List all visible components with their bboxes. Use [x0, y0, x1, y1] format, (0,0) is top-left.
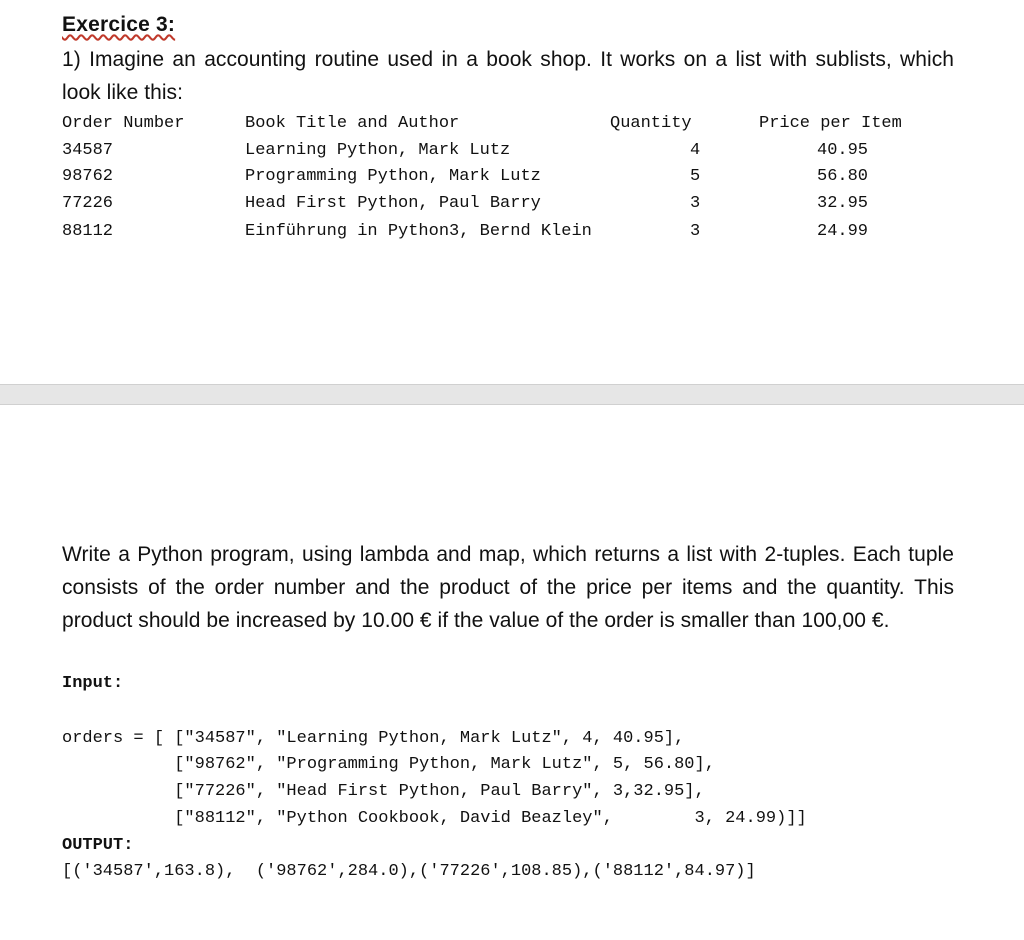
row4-price: 24.99: [817, 222, 869, 241]
output-label: OUTPUT:: [62, 836, 134, 855]
code-line-3: ["77226", "Head First Python, Paul Barry", 3,32.95],: [62, 782, 705, 801]
document-page-top: [0, 0, 1024, 384]
row2-title: Programming Python, Mark Lutz: [245, 167, 541, 186]
row3-order: 77226: [62, 194, 114, 213]
page-separator: [0, 384, 1024, 405]
exercise-heading: Exercice 3:: [62, 13, 176, 36]
row3-price: 32.95: [817, 194, 869, 213]
row1-title: Learning Python, Mark Lutz: [245, 141, 511, 160]
row3-quantity: 3: [690, 194, 701, 213]
row1-price: 40.95: [817, 141, 869, 160]
code-line-4: ["88112", "Python Cookbook, David Beazley", 3, 24.99)]]: [62, 809, 807, 828]
code-line-2: ["98762", "Programming Python, Mark Lutz", 5, 56.80],: [62, 755, 715, 774]
output-value: [('34587',163.8), ('98762',284.0),('77226',108.85),('88112',84.97)]: [62, 862, 756, 881]
code-line-1: orders = [ ["34587", "Learning Python, Mark Lutz", 4, 40.95],: [62, 729, 685, 748]
task-paragraph: Write a Python program, using lambda and map, which returns a list with 2-tuples. Each tuple consists of the order number and the product of the price per items and the quantity. This product should be increased by 10.00 € if the value of the order is smaller than 100,00 €.: [62, 543, 954, 632]
header-order-number: Order Number: [62, 114, 185, 133]
input-label: Input:: [62, 674, 124, 693]
header-quantity: Quantity: [610, 114, 692, 133]
row3-title: Head First Python, Paul Barry: [245, 194, 541, 213]
document-page-bottom: [0, 405, 1024, 940]
intro-paragraph: 1) Imagine an accounting routine used in a book shop. It works on a list with sublists, which look like this:: [62, 48, 954, 104]
row4-order: 88112: [62, 222, 114, 241]
header-price: Price per Item: [759, 114, 902, 133]
row1-quantity: 4: [690, 141, 701, 160]
row4-quantity: 3: [690, 222, 701, 241]
row4-title: Einführung in Python3, Bernd Klein: [245, 222, 592, 241]
row1-order: 34587: [62, 141, 114, 160]
row2-price: 56.80: [817, 167, 869, 186]
header-book-title: Book Title and Author: [245, 114, 460, 133]
row2-order: 98762: [62, 167, 114, 186]
row2-quantity: 5: [690, 167, 701, 186]
